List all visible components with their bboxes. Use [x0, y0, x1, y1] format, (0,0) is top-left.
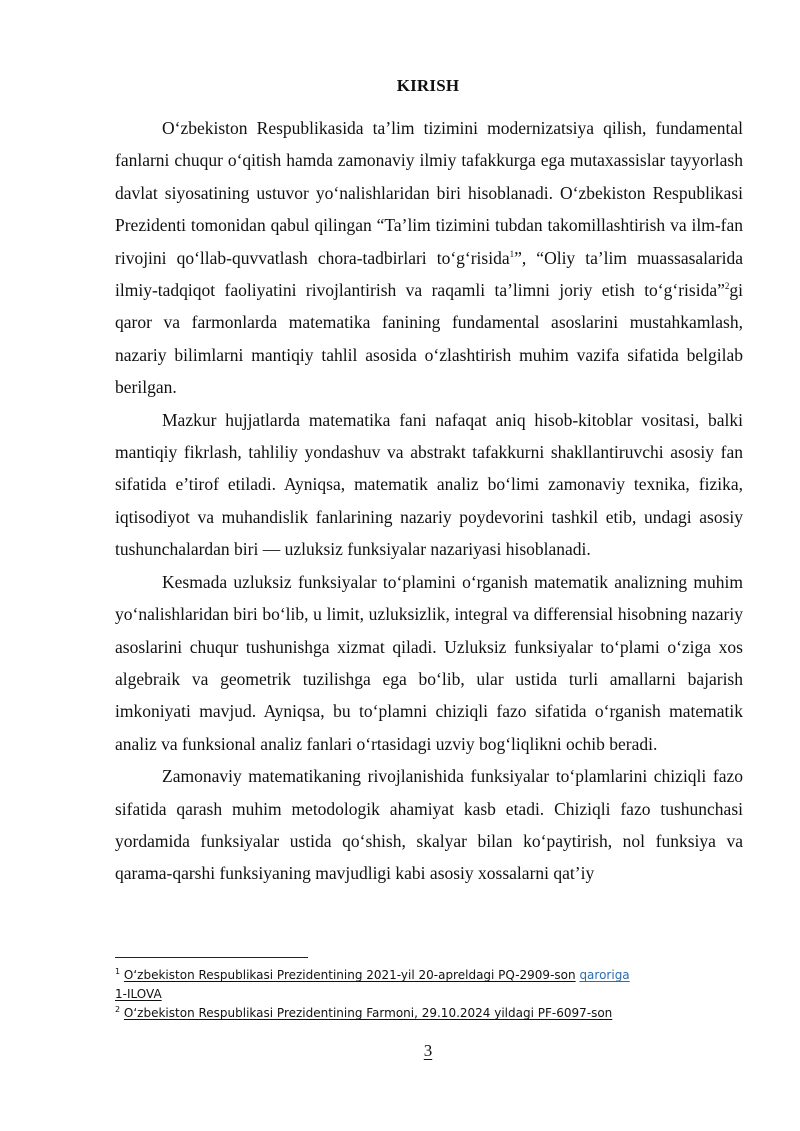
footnote-1	[115, 966, 743, 985]
paragraph-4: Zamonaviy matematikaning rivojlanishida funksiyalar to‘plamlarini chiziqli fazo sifatida qarash muhim metodologik ahamiyat kasb etadi. Chiziqli fazo tushunchasi yordamida funksiyalar ustida qo‘shish, skalyar bilan ko‘paytirish, nol funksiya va qarama-qarshi funksiyaning mavjudligi kabi asosiy xossalarni qat’iy	[115, 766, 743, 884]
paragraph-1	[115, 112, 743, 404]
footnote-separator	[115, 957, 308, 958]
body-text	[115, 112, 743, 890]
footnote-2-text: O‘zbekiston Respublikasi Prezidentining Farmoni, 29.10.2024 yildagi PF-6097-son	[123, 1006, 613, 1020]
footnote-1-continuation	[115, 985, 743, 1004]
footnote-1-text: O‘zbekiston Respublikasi Prezidentining 2021-yil 20-apreldagi PQ-2909-son	[123, 968, 576, 982]
footnote-ref-2[interactable]: 2	[724, 281, 730, 292]
paragraph-3: Kesmada uzluksiz funksiyalar to‘plamini o‘rganish matematik analizning muhim yo‘nalishlaridan biri bo‘lib, u limit, uzluksizlik, integral va differensial hisobning nazariy asoslarini chuqur tushunishga xizmat qiladi. Uzluksiz funksiyalar to‘plami o‘ziga xos algebraik va geometrik tuzilishga ega bo‘lib, ular ustida turli amallarni bajarish imkoniyati mavjud. Ayniqsa, bu to‘plamni chiziqli fazo sifatida o‘rganish matematik analiz va funksional analiz fanlari o‘rtasidagi uzviy bog‘liqlikni ochib beradi.	[115, 571, 743, 754]
footnote-1-continuation-text: 1-ILOVA	[115, 987, 162, 1001]
footnote-1-marker: 1	[115, 967, 121, 976]
footnote-ref-1[interactable]: 1	[509, 248, 515, 259]
paragraph-1-text-a: O‘zbekiston Respublikasida ta’lim tizimini modernizatsiya qilish, fundamental fanlarni chuqur o‘qitish hamda zamonaviy ilmiy tafakkurga ega mutaxassislar tayyorlash davlat siyosatining ustuvor yo‘nalishlaridan biri hisoblanadi. O‘zbekiston Respublikasi Prezidenti tomonidan qabul qilingan “Ta’lim tizimini tubdan takomillashtirish va ilm-fan rivojini qo‘llab-quvvatlash chora-tadbirlari to‘g‘risida	[115, 118, 743, 268]
paragraph-1-text-c: gi qaror va farmonlarda matematika fanining fundamental asoslarini mustahkamlash, nazariy bilimlarni mantiqiy tahlil asosida o‘zlashtirish muhim vazifa sifatida belgilab berilgan.	[115, 280, 743, 398]
footnote-2-marker: 2	[115, 1005, 121, 1014]
paragraph-1-text-b: ”, “Oliy ta’lim muassasalarida ilmiy-tadqiqot faoliyatini rivojlantirish va raqamli ta’limni joriy etish to‘g‘risida”	[115, 247, 743, 301]
footnote-2	[115, 1004, 743, 1023]
footnotes	[115, 966, 743, 1023]
page-number: 3	[423, 1041, 433, 1060]
section-heading: KIRISH	[396, 76, 460, 95]
paragraph-2: Mazkur hujjatlarda matematika fani nafaqat aniq hisob-kitoblar vositasi, balki mantiqiy fikrlash, tahliliy yondashuv va abstrakt tafakkurni shakllantiruvchi asosiy fan sifatida e’tirof etiladi. Ayniqsa, matematik analiz bo‘limi zamonaviy texnika, fizika, iqtisodiyot va muhandislik fanlarining nazariy poydevorini tashkil etib, undagi asosiy tushunchalardan biri — uzluksiz funksiyalar nazariyasi hisoblanadi.	[115, 409, 743, 560]
footnote-1-link[interactable]: qaroriga	[579, 968, 630, 982]
